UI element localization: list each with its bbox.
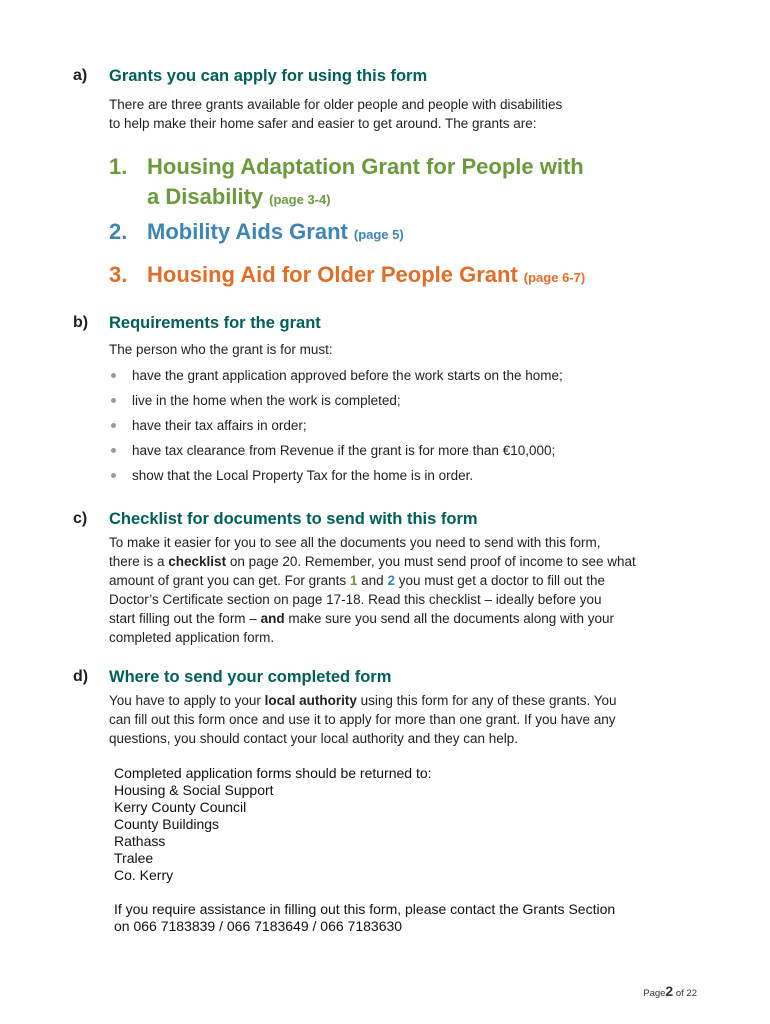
grant-item-2: 2. Mobility Aids Grant (page 5) <box>109 219 404 244</box>
page-footer: Page2 of 22 <box>643 983 697 999</box>
list-item: live in the home when the work is completed; <box>109 388 563 413</box>
return-address: Completed application forms should be returned to: Housing & Social Support Kerry County Council County Buildings Rathass Tralee Co. Kerry <box>114 765 432 883</box>
bullet-icon <box>111 473 116 478</box>
section-heading: Grants you can apply for using this form <box>109 67 428 85</box>
section-letter: d) <box>73 668 89 685</box>
requirements-list <box>109 363 563 488</box>
section-letter: a) <box>73 67 88 84</box>
section-a-intro: There are three grants available for older people and people with disabilities to help make their home safer and easier to get around. The grants are: <box>109 97 563 131</box>
section-letter: b) <box>73 314 89 331</box>
grant-item-3: 3. Housing Aid for Older People Grant (page 6-7) <box>109 262 586 287</box>
grant-ref-1: 1 <box>349 573 358 588</box>
list-item: show that the Local Property Tax for the home is in order. <box>109 463 563 488</box>
grant-item-1: 1. Housing Adaptation Grant for People with a Disability (page 3-4) <box>109 154 584 209</box>
checklist-emphasis: checklist <box>168 554 227 569</box>
section-letter: c) <box>73 510 88 527</box>
section-c-body: To make it easier for you to see all the documents you need to send with this form, there is a checklist on page 20. Remember, you must send proof of income to see what amount of grant you can get. For grants 1 and 2 you must get a doctor to fill out the Doctor’s Certificate section on page 17-18. Read this checklist – ideally before you start filling out the form – and make sure you send all the documents along with your completed application form. <box>109 535 636 645</box>
section-heading: Checklist for documents to send with this form <box>109 510 478 528</box>
bullet-icon <box>111 373 116 378</box>
grant-ref-2: 2 <box>387 573 395 588</box>
bullet-icon <box>111 423 116 428</box>
bullet-icon <box>111 398 116 403</box>
list-item: have their tax affairs in order; <box>109 413 563 438</box>
bullet-icon <box>111 448 116 453</box>
section-d-body: You have to apply to your local authority using this form for any of these grants. You can fill out this form once and use it to apply for more than one grant. If you have any questions, you should contact your local authority and they can help. <box>109 693 617 746</box>
assistance-contact: If you require assistance in filling out this form, please contact the Grants Section on 066 7183839 / 066 7183649 / 066 7183630 <box>114 901 616 934</box>
page-number: 2 <box>665 983 674 999</box>
section-b-intro: The person who the grant is for must: <box>109 342 333 357</box>
list-item: have the grant application approved before the work starts on the home; <box>109 363 563 388</box>
list-item: have tax clearance from Revenue if the grant is for more than €10,000; <box>109 438 563 463</box>
section-heading: Where to send your completed form <box>109 668 392 686</box>
local-authority-emphasis: local authority <box>264 693 357 708</box>
and-emphasis: and <box>260 611 285 626</box>
section-heading: Requirements for the grant <box>109 314 321 332</box>
